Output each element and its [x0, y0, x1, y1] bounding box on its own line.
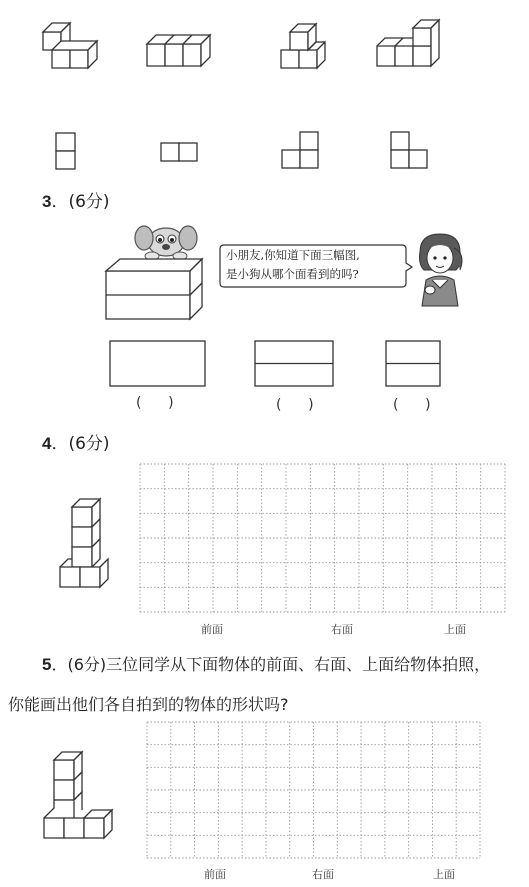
answer-blank-2[interactable]: ( ) [276, 397, 314, 413]
cube-figure-3 [276, 20, 326, 70]
girl-illustration [410, 230, 470, 310]
view-shape-1 [55, 132, 77, 172]
speech-line-2: 是小狗从哪个面看到的吗? [226, 267, 359, 281]
q5-text-2: 你能画出他们各自拍到的物体的形状吗? [8, 695, 289, 714]
q4-drawing-grid[interactable] [140, 464, 506, 614]
q5-label-front: 前面 [204, 868, 226, 881]
q5-points: (6分) [67, 655, 107, 674]
q5-label-top: 上面 [433, 868, 455, 881]
q5-cube-stack [42, 750, 116, 842]
view-option-1 [109, 340, 209, 390]
q4-cube-stack [58, 493, 114, 591]
speech-line-1: 小朋友,你知道下面三幅图, [226, 248, 360, 262]
q4-label-right: 右面 [331, 623, 353, 636]
answer-blank-3[interactable]: ( ) [393, 397, 431, 413]
cube-figure-2 [145, 30, 217, 70]
q4-label-front: 前面 [201, 623, 223, 636]
q3-number: 3 [42, 192, 52, 211]
q4-number: 4 [42, 434, 52, 453]
answer-blank-1[interactable]: ( ) [136, 395, 174, 411]
cube-figure-4 [375, 22, 445, 70]
q5-number: 5 [42, 655, 52, 674]
view-shape-3 [281, 131, 321, 171]
q3-heading: 3．(6分) [42, 192, 110, 212]
q3-points: (6分) [68, 192, 110, 212]
q5-text-1: 三位同学从下面物体的前面、右面、上面给物体拍照， [106, 655, 491, 674]
q5-line-1: 5．(6分)三位同学从下面物体的前面、右面、上面给物体拍照， [42, 655, 491, 674]
q4-heading: 4．(6分) [42, 434, 110, 454]
q4-points: (6分) [68, 434, 110, 454]
view-shape-2 [160, 142, 200, 164]
view-option-2 [254, 340, 336, 390]
speech-text [226, 246, 360, 284]
view-option-3 [385, 340, 443, 390]
q5-drawing-grid[interactable] [147, 722, 481, 859]
box-3d [104, 249, 204, 323]
q5-label-right: 右面 [312, 868, 334, 881]
view-shape-4 [390, 131, 430, 171]
q4-label-top: 上面 [444, 623, 466, 636]
cube-figure-1 [38, 12, 98, 70]
